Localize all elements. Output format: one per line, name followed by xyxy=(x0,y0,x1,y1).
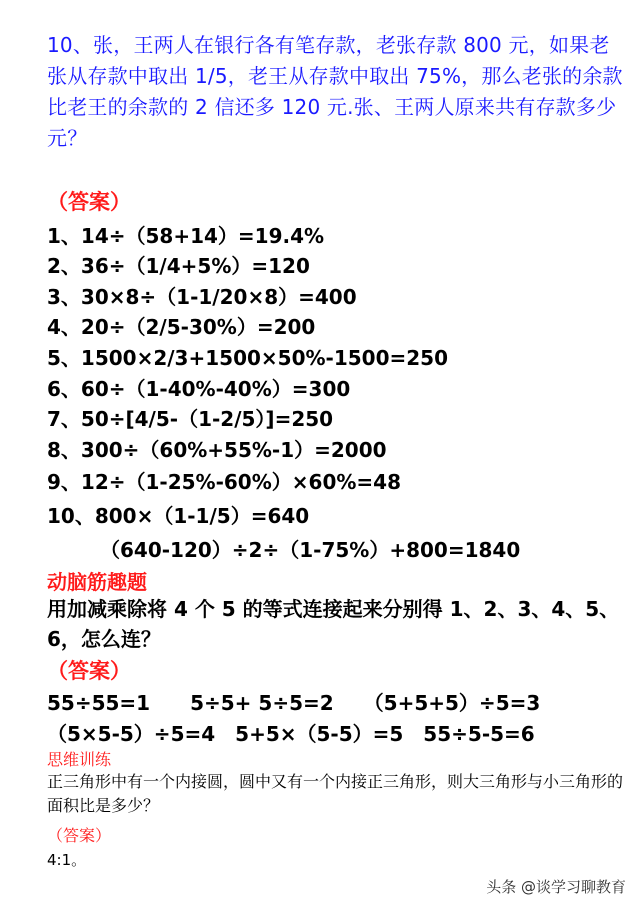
answer-line-7: 7、50÷[4/5-（1-2/5）]=250 xyxy=(47,407,334,431)
thinking-question: 正三角形中有一个内接圆，圆中又有一个内接正三角形，则大三角形与小三角形的面积比是多少？ xyxy=(47,772,624,815)
answer-line-10-continued: （640-120）÷2÷（1-75%）+800=1840 xyxy=(100,538,521,562)
brain-teaser-answer-line-2: （5×5-5）÷5=4 5+5×（5-5）=5 55÷5-5=6 xyxy=(47,722,535,746)
answer-line-5: 5、1500×2/3+1500×50%-1500=250 xyxy=(47,346,448,370)
problem-10-text: 10、张，王两人在银行各有笔存款，老张存款 800 元，如果老张从存款中取出 1/5，老王从存款中取出 75%，那么老张的余款比老王的余款的 2 信还多 120 元.张、王两人原来共有存款多少元？ xyxy=(47,33,623,150)
answer-line-6: 6、60÷（1-40%-40%）=300 xyxy=(47,377,351,401)
thinking-answer-heading: （答案） xyxy=(47,826,112,845)
brain-teaser-question: 用加减乘除将 4 个 5 的等式连接起来分别得 1、2、3、4、5、6，怎么连？ xyxy=(47,597,620,651)
answer-line-10: 10、800×（1-1/5）=640 xyxy=(47,504,310,528)
thinking-heading: 思维训练 xyxy=(47,750,112,769)
brain-teaser-answer-heading: （答案） xyxy=(47,659,131,683)
answer-line-9: 9、12÷（1-25%-60%）×60%=48 xyxy=(47,470,401,494)
watermark: 头条 @谈学习聊教育 xyxy=(486,878,626,896)
answer-line-3: 3、30×8÷（1-1/20×8）=400 xyxy=(47,285,357,309)
answer-line-4: 4、20÷（2/5-30%）=200 xyxy=(47,315,316,339)
answer-line-1: 1、14÷（58+14）=19.4% xyxy=(47,224,325,248)
answer-line-2: 2、36÷（1/4+5%）=120 xyxy=(47,254,310,278)
answer-heading: （答案） xyxy=(47,190,131,214)
brain-teaser-heading: 动脑筋趣题 xyxy=(47,570,147,594)
brain-teaser-answer-line-1: 55÷55=1 5÷5+ 5÷5=2 （5+5+5）÷5=3 xyxy=(47,691,541,715)
thinking-answer: 4:1。 xyxy=(47,851,87,869)
answer-line-8: 8、300÷（60%+55%-1）=2000 xyxy=(47,438,387,462)
